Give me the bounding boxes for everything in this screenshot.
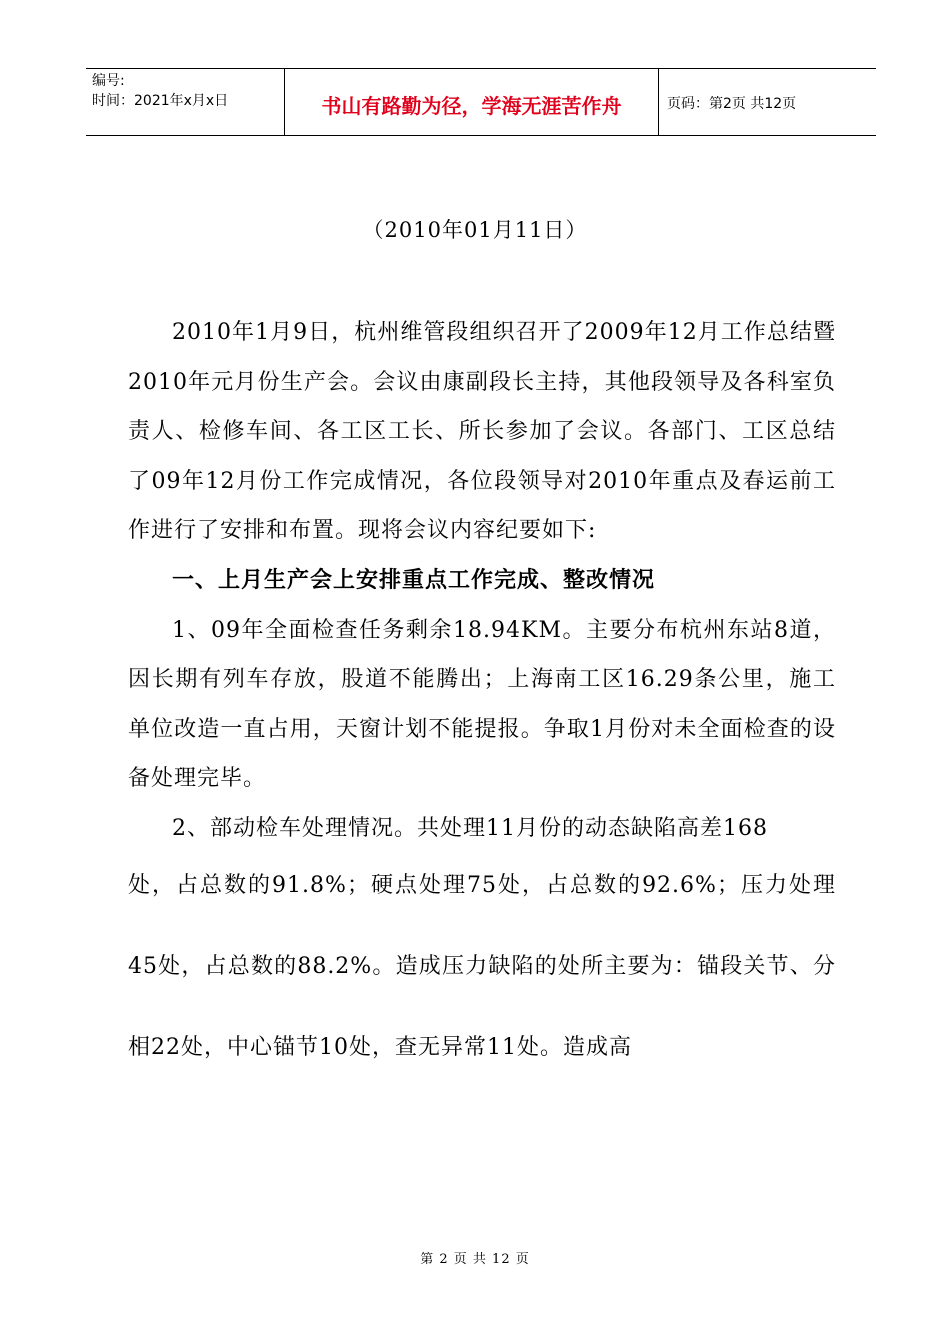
document-body (128, 308, 836, 1088)
page-footer: 第 2 页 共 12 页 (420, 1252, 530, 1267)
header-page-cell (659, 69, 876, 135)
header-page-label: 页码：第2页 共12页 (667, 96, 797, 112)
item-1-paragraph: 1、09年全面检查任务剩余18.94KM。主要分布杭州东站8道，因长期有列车存放，股道不能腾出；上海南工区16.29条公里，施工单位改造一直占用，天窗计划不能提报。争取1月份对未全面检查的设备处理完毕。 (128, 617, 836, 791)
document-number-label: 编号: (92, 73, 125, 89)
intro-paragraph: 2010年1月9日，杭州维管段组织召开了2009年12月工作总结暨2010年元月份生产会。会议由康副段长主持，其他段领导及各科室负责人、检修车间、各工区工长、所长参加了会议。各部门、工区总结了09年12月份工作完成情况，各位段领导对2010年重点及春运前工作进行了安排和布置。现将会议内容纪要如下: (128, 320, 836, 543)
section-heading: 一、上月生产会上安排重点工作完成、整改情况 (172, 567, 656, 593)
document-date: （2010年01月11日） (362, 218, 588, 242)
header-motto-cell (285, 69, 659, 135)
header-motto: 书山有路勤为径，学海无涯苦作舟 (321, 93, 622, 118)
item-2-first-line: 2、部动检车处理情况。共处理11月份的动态缺陷高差168 (172, 815, 768, 841)
document-time-label: 时间：2021年x月x日 (92, 93, 229, 109)
header-meta-cell (86, 69, 285, 135)
page-header (86, 68, 876, 136)
item-2-continuation: 处，占总数的91.8%；硬点处理75处，占总数的92.6%；压力处理45处，占总数的88.2%。造成压力缺陷的处所主要为：锚段关节、分相22处，中心锚节10处，查无异常11处。造成高 (128, 873, 836, 1060)
